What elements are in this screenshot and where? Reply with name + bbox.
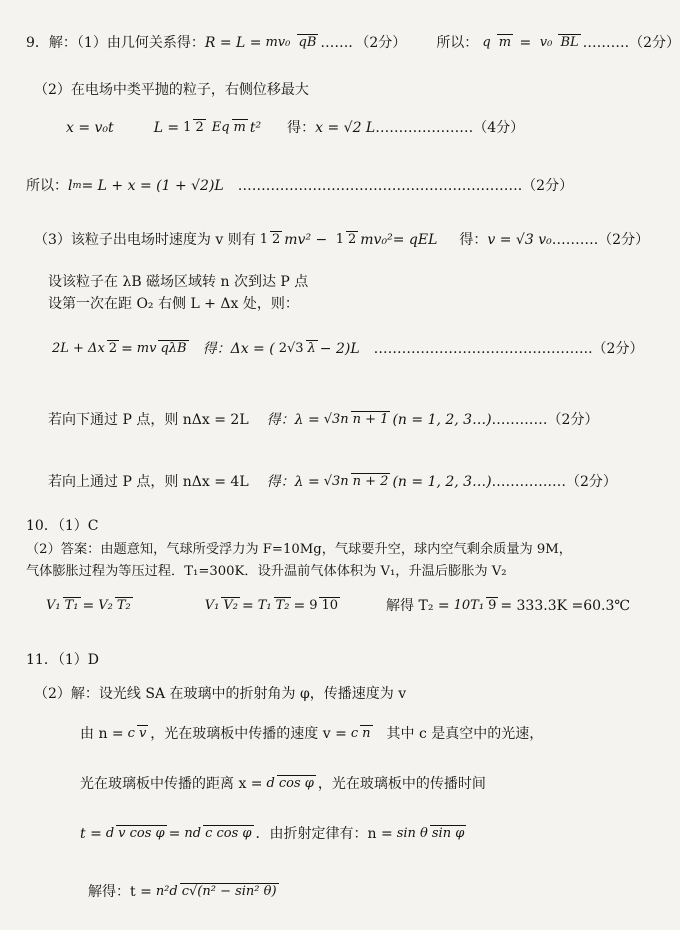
frac-v0-bl: v₀ BL	[539, 35, 579, 50]
q11-line-3: 由 n = c v ，光在玻璃板中传播的速度 v = c n 其中 c 是真空中的光速，	[80, 726, 544, 742]
q10-line-2: （2）答案：由题意知，气球所受浮力为 F=10Mg，气球要升空，球内空气剩余质量为 9M，	[26, 542, 572, 557]
q9-score-8: ………….…（2分）	[491, 474, 617, 490]
q10-line-4: V₁ T₁ = V₂ T₂ V₁ V₂ = T₁ T₂ = 9 10 解得 T₂ = 10T₁ 9 = 333.3K =60.3℃	[46, 598, 631, 614]
q9-score-6: ………………………………………..（2分）	[373, 341, 644, 357]
q9-line-1: 9．解：（1）由几何关系得： R = L = mv₀ qB ……．（2分） 所以： q m = v₀ BL ……….（2分）	[26, 35, 680, 51]
eq-v-root3: v = √3 v₀	[487, 232, 552, 248]
q9-score-1: ……．（2分）	[320, 35, 407, 51]
q9-line-5: （3）该粒子出电场时速度为 v 则有 1 2 mv² − 1 2 mv₀² = qEL 得： v = √3 v₀ ……….（2分）	[34, 232, 650, 248]
q9-line-10: 若向上通过 P 点，则 nΔx = 4L 得：λ = √3n n + 2 (n = 1, 2, 3…) ………….…（2分）	[48, 474, 617, 490]
q11-line-5: t = d v cos φ = nd c cos φ ．由折射定律有：n = sin θ sin φ	[80, 826, 465, 842]
q10-result: = 333.3K =60.3℃	[500, 598, 631, 614]
q11-line-6: 解得：t = n²d c√(n² − sin² θ)	[88, 884, 277, 900]
q9-eq-r: R = L =	[204, 35, 262, 51]
q9-line-7: 设第一次在距 O₂ 右侧 L + Δx 处，则：	[48, 296, 299, 312]
eq-l: L =	[153, 120, 180, 136]
q9-part2: （2）在电场中类平抛的粒子，右侧位移最大	[34, 82, 309, 98]
q9-score-3: …………………（4分）	[375, 120, 525, 136]
q9-line-8: 2L + Δx 2 = mv qλB 得：Δx = ( 2√3 λ − 2)L ………………………………………..（2分）	[52, 341, 644, 357]
q9-head: 9．解：（1）由几何关系得：	[26, 35, 205, 51]
q10-line-1: 10．（1）C	[26, 518, 99, 534]
q9-line-3: x = v₀t L = 1 2 Eq m t² 得： x = √2 L …………………（4分）	[66, 120, 525, 136]
q9-score-7: …………（2分）	[491, 412, 599, 428]
q9-so: 所以：	[436, 35, 479, 51]
q11-line-1: 11．（1）D	[26, 652, 99, 668]
frac-q-m: q m	[482, 35, 512, 50]
q9-score-5: ……….（2分）	[551, 232, 650, 248]
q9-score-2: ……….（2分）	[582, 35, 680, 51]
q11-line-4: 光在玻璃板中传播的距离 x = d cos φ ，光在玻璃板中的传播时间	[80, 776, 486, 792]
q11-line-2: （2）解：设光线 SA 在玻璃中的折射角为 φ，传播速度为 v	[34, 686, 407, 702]
q9-line-6: 设该粒子在 λB 磁场区域转 n 次到达 P 点	[48, 274, 309, 290]
q9-score-4: …………………………………………………….（2分）	[237, 178, 574, 194]
q9-line-2	[34, 80, 309, 100]
eq-x-v0t: x = v₀t	[66, 120, 114, 136]
q9-line-4: 所以： l m = L + x = (1 + √2)L …………………………………………………….（2分）	[26, 178, 574, 194]
eq-x-root2l: x = √2 L	[315, 120, 376, 136]
frac-mv0-qb: mv₀ qB	[265, 35, 317, 50]
q9-line-9: 若向下通过 P 点，则 nΔx = 2L 得：λ = √3n n + 1 (n = 1, 2, 3…) …………（2分）	[48, 412, 599, 428]
eq-lm: l	[68, 178, 73, 194]
q10-line-3: 气体膨胀过程为等压过程．T₁=300K．设升温前气体体积为 V₁，升温后膨胀为 V₂	[26, 564, 507, 579]
